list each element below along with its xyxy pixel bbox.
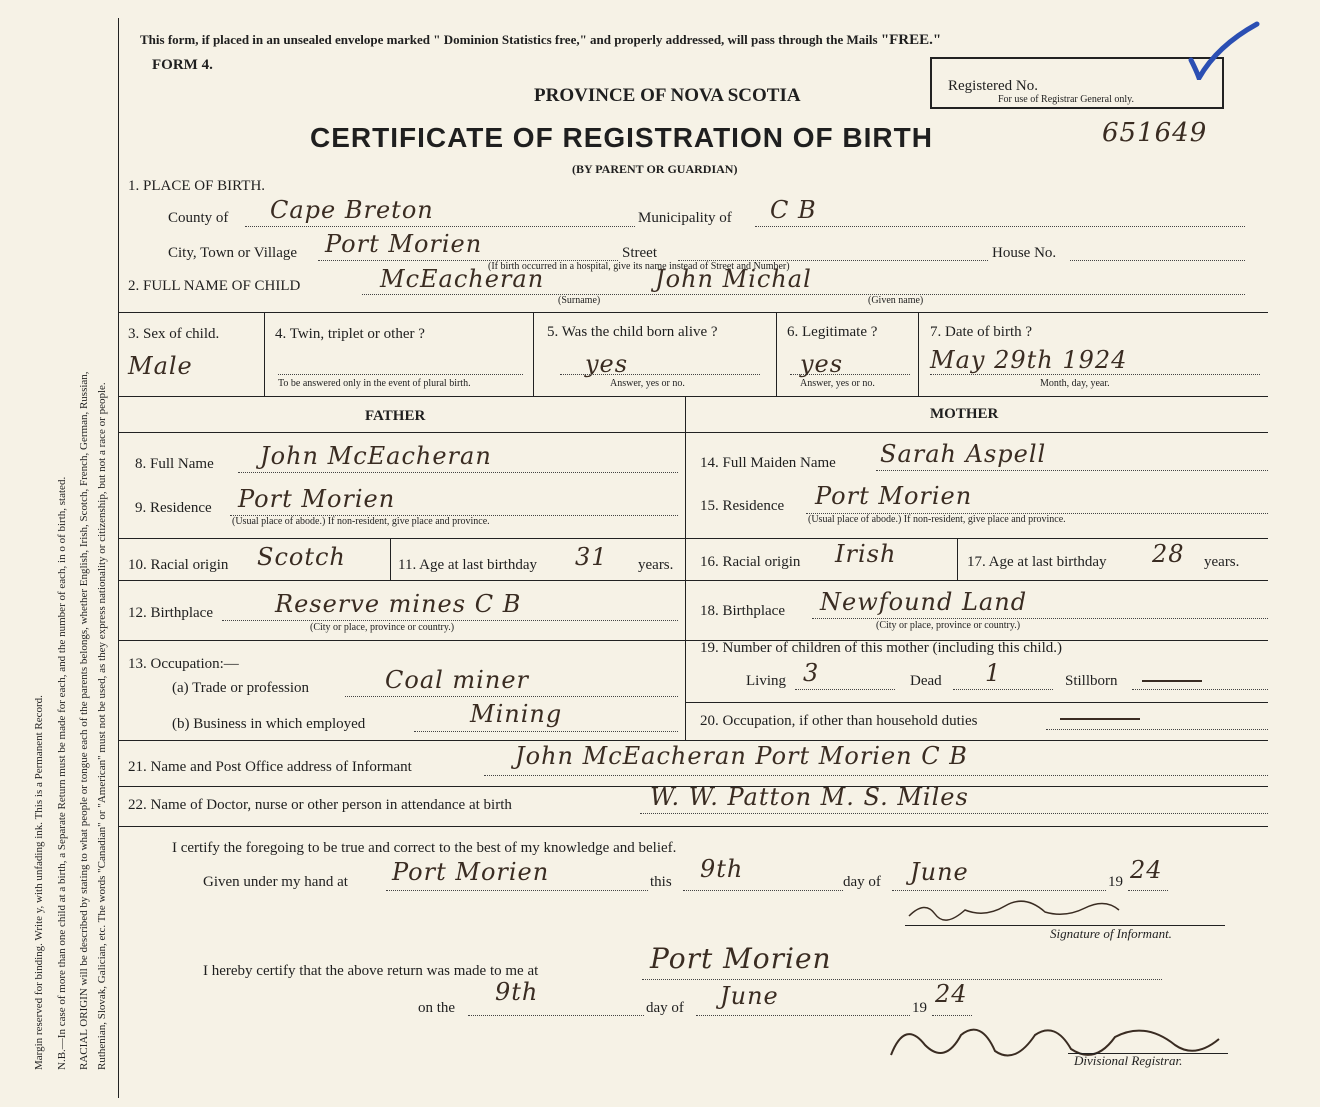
twin-label: 4. Twin, triplet or other ?	[275, 326, 425, 342]
father-birthplace-label: 12. Birthplace	[128, 605, 213, 621]
mother-racial-value: Irish	[835, 540, 897, 568]
dead-value: 1	[985, 659, 1002, 687]
county-value: Cape Breton	[270, 196, 434, 224]
father-racial-value: Scotch	[257, 543, 346, 571]
father-racial-label: 10. Racial origin	[128, 557, 229, 573]
father-residence-value: Port Morien	[238, 485, 396, 513]
registrar-caption: Divisional Registrar.	[1074, 1053, 1183, 1068]
page-title: CERTIFICATE OF REGISTRATION OF BIRTH	[310, 122, 933, 153]
doctor-label: 22. Name of Doctor, nurse or other person in attendance at birth	[128, 797, 512, 813]
place-of-birth-heading: 1. PLACE OF BIRTH.	[128, 178, 266, 194]
dead-label: Dead	[910, 673, 942, 689]
father-name-value: John McEacheran	[260, 442, 492, 470]
father-heading: FATHER	[365, 408, 426, 424]
given-month-value: June	[910, 858, 969, 886]
registrar-use-note: For use of Registrar General only.	[998, 94, 1134, 105]
informant-value: John McEacheran Port Morien C B	[515, 742, 968, 770]
sex-label: 3. Sex of child.	[128, 326, 220, 342]
registrar-place-value: Port Morien	[650, 942, 832, 975]
street-label: Street	[622, 245, 657, 261]
margin-note-binding: Margin reserved for binding. Write y, with unfading ink. This is a Permanent Record.	[33, 695, 45, 1070]
city-label: City, Town or Village	[168, 245, 298, 261]
father-trade-label: (a) Trade or profession	[172, 680, 310, 696]
mother-heading: MOTHER	[930, 406, 999, 422]
mother-age-value: 28	[1152, 540, 1185, 568]
given-under-label: Given under my hand at	[203, 874, 348, 890]
alive-note: Answer, yes or no.	[610, 378, 685, 389]
given-day-value: 9th	[700, 855, 744, 883]
municipality-value: C B	[770, 196, 817, 224]
twin-note: To be answered only in the event of plural birth.	[278, 378, 471, 389]
living-label: Living	[746, 673, 786, 689]
margin-note-multiple-births: N.B.—In case of more than one child at a birth, a Separate Return must be made for each, and the number of each, in o of birth, stated.	[56, 476, 68, 1070]
father-age-unit: years.	[638, 557, 674, 573]
registrar-day-value: 9th	[495, 978, 539, 1006]
father-age-label: 11. Age at last birthday	[398, 557, 537, 573]
registrar-statement: I hereby certify that the above return was made to me at	[203, 963, 539, 979]
father-residence-label: 9. Residence	[135, 500, 212, 516]
surname-caption: (Surname)	[558, 295, 601, 306]
given-caption: (Given name)	[868, 295, 924, 306]
living-value: 3	[803, 659, 820, 687]
check-mark-icon	[1183, 20, 1263, 80]
father-trade-value: Coal miner	[385, 666, 529, 694]
certify-statement: I certify the foregoing to be true and correct to the best of my knowledge and belief.	[172, 840, 677, 856]
alive-label: 5. Was the child born alive ?	[547, 324, 718, 340]
stillborn-label: Stillborn	[1065, 673, 1118, 689]
mother-name-label: 14. Full Maiden Name	[700, 455, 836, 471]
certificate-number: 651649	[1102, 118, 1208, 148]
form-left-border	[118, 18, 119, 1098]
father-birthplace-value: Reserve mines C B	[275, 590, 522, 618]
father-business-value: Mining	[470, 700, 563, 728]
father-birthplace-note: (City or place, province or country.)	[310, 622, 455, 633]
registrar-year-prefix: 19	[912, 1000, 927, 1016]
informant-label: 21. Name and Post Office address of Informant	[128, 759, 412, 775]
margin-note-racial-origin: RACIAL ORIGIN will be described by stating to what people or tongue each of the parents belongs, whether English, Irish, Scotch, French, German, Russian,	[78, 371, 90, 1070]
mother-birthplace-note: (City or place, province or country.)	[876, 620, 1021, 631]
father-name-label: 8. Full Name	[135, 456, 214, 472]
children-count-label: 19. Number of children of this mother (including this child.)	[700, 640, 1063, 656]
legitimate-label: 6. Legitimate ?	[787, 324, 878, 340]
mother-name-value: Sarah Aspell	[880, 440, 1047, 468]
father-age-value: 31	[575, 543, 608, 571]
given-year-prefix: 19	[1108, 874, 1123, 890]
dob-note: Month, day, year.	[1040, 378, 1110, 389]
father-occupation-label: 13. Occupation:—	[128, 656, 239, 672]
registrar-month-value: June	[720, 982, 779, 1010]
city-value: Port Morien	[325, 230, 483, 258]
margin-note-nationality: Ruthenian, Slovak, Galician, etc. The words "Canadian" or "American" must not be used, as they express nationality or citizenship, but not a race or people.	[96, 382, 108, 1070]
given-place-value: Port Morien	[392, 858, 550, 886]
house-label: House No.	[992, 245, 1057, 261]
doctor-value: W. W. Patton M. S. Miles	[650, 783, 969, 811]
registered-label: Registered No.	[948, 78, 1038, 94]
mother-age-label: 17. Age at last birthday	[967, 554, 1107, 570]
registrar-year-value: 24	[935, 980, 968, 1008]
mother-residence-value: Port Morien	[815, 482, 973, 510]
legitimate-value: yes	[800, 350, 844, 378]
hospital-note: (If birth occurred in a hospital, give its name instead of Street and Number)	[488, 261, 790, 272]
given-year-value: 24	[1130, 856, 1163, 884]
on-the-label: on the	[418, 1000, 456, 1016]
mother-racial-label: 16. Racial origin	[700, 554, 801, 570]
informant-signature-mark	[905, 898, 1125, 924]
informant-signature-caption: Signature of Informant.	[1050, 926, 1172, 941]
child-name-label: 2. FULL NAME OF CHILD	[128, 278, 301, 294]
mother-residence-note: (Usual place of abode.) If non-resident, give place and province.	[808, 514, 1066, 525]
father-residence-note: (Usual place of abode.) If non-resident, give place and province.	[232, 516, 490, 527]
page-subtitle: (BY PARENT OR GUARDIAN)	[572, 162, 738, 176]
dob-label: 7. Date of birth ?	[930, 324, 1033, 340]
child-surname-value: McEacheran	[380, 265, 545, 293]
county-label: County of	[168, 210, 229, 226]
mother-birthplace-label: 18. Birthplace	[700, 603, 785, 619]
mother-residence-label: 15. Residence	[700, 498, 785, 514]
registrar-day-of-label: day of	[646, 1000, 684, 1016]
child-given-value: John Michal	[655, 265, 812, 293]
postage-notice: This form, if placed in an unsealed envelope marked " Dominion Statistics free," and properly addressed, will pass through the Mails "FREE."	[140, 32, 942, 48]
mother-age-unit: years.	[1204, 554, 1240, 570]
father-business-label: (b) Business in which employed	[172, 716, 366, 732]
legitimate-note: Answer, yes or no.	[800, 378, 875, 389]
municipality-label: Municipality of	[638, 210, 732, 226]
alive-value: yes	[585, 350, 629, 378]
given-day-of-label: day of	[843, 874, 881, 890]
mother-occupation-label: 20. Occupation, if other than household duties	[700, 713, 978, 729]
this-label: this	[650, 874, 672, 890]
mother-birthplace-value: Newfound Land	[820, 588, 1028, 616]
sex-value: Male	[128, 352, 193, 380]
form-number: FORM 4.	[152, 57, 213, 73]
dob-value: May 29th 1924	[930, 346, 1128, 374]
province-heading: PROVINCE OF NOVA SCOTIA	[534, 85, 801, 106]
